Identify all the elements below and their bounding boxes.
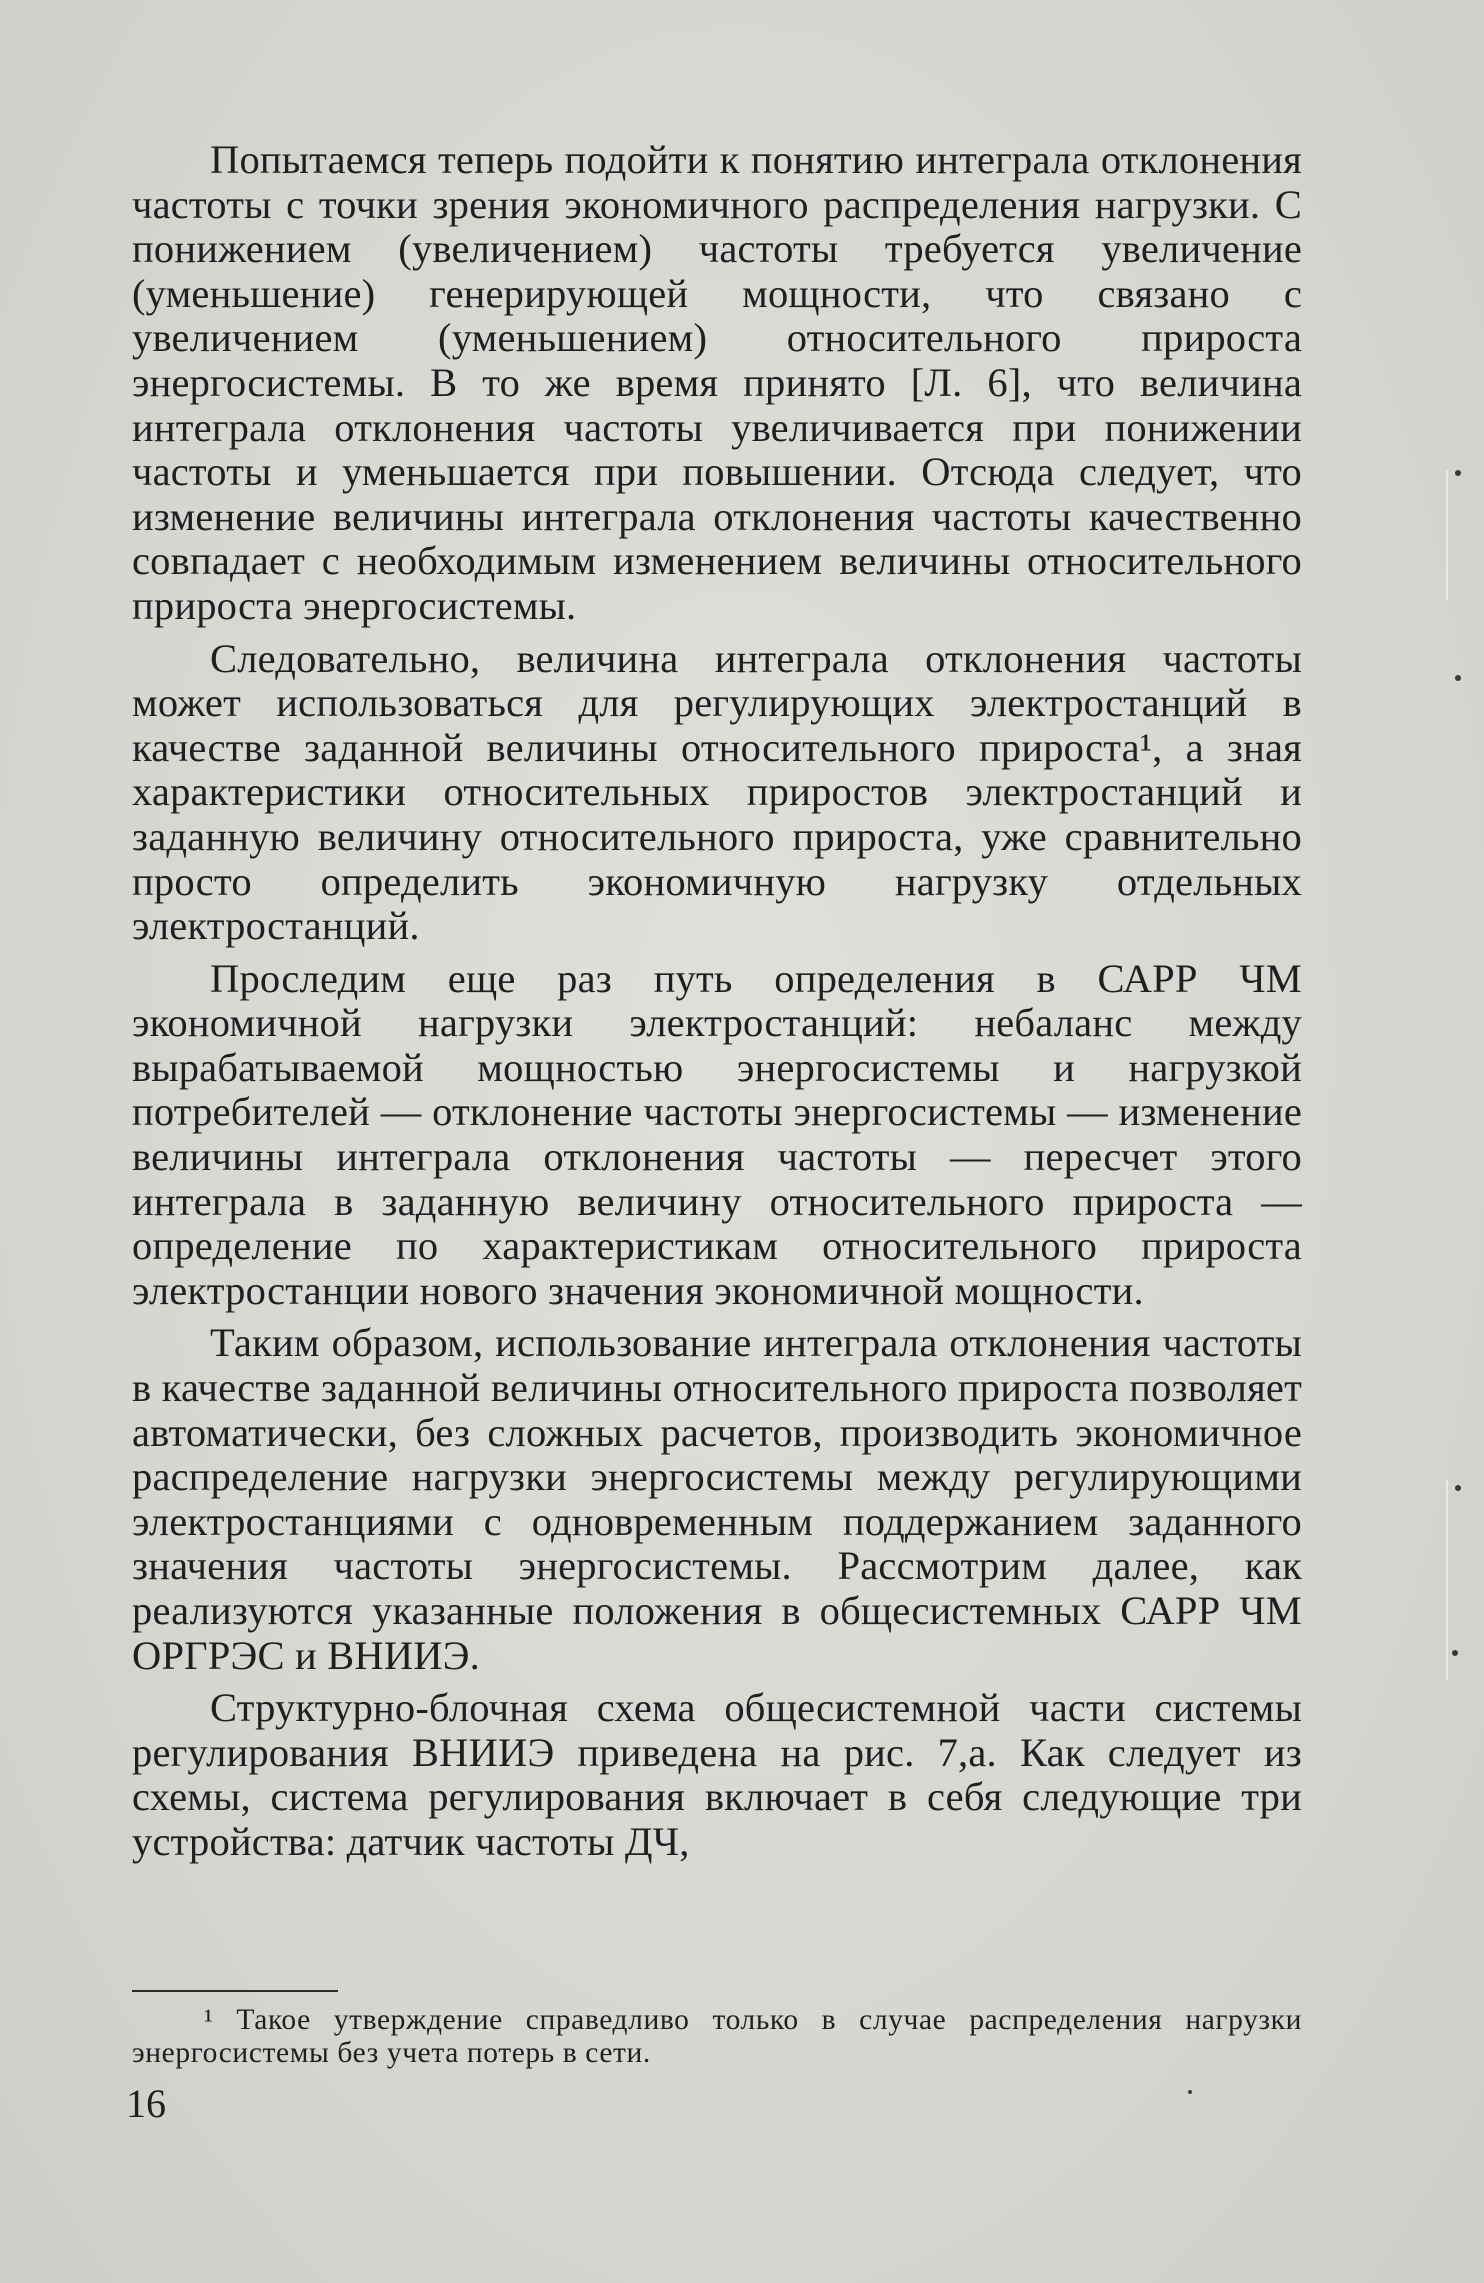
page-speck — [1188, 2090, 1192, 2094]
footnote: ¹ Такое утверждение справедливо только в случае распределения нагрузки энергосистемы без учета потерь в сети. — [132, 2004, 1302, 2069]
footnote-divider — [132, 1990, 338, 1992]
margin-scratch — [1446, 470, 1448, 600]
main-text — [132, 138, 1302, 1871]
paragraph-1: Попытаемся теперь подойти к понятию интеграла отклонения частоты с точки зрения экономичного распределения нагрузки. С понижением (увеличением) частоты требуется увеличение (уменьшение) генерирующей мощности, что связано с увеличением (уменьшением) относительного прироста энергосистемы. В то же время принято [Л. 6], что величина интеграла отклонения частоты увеличивается при понижении частоты и уменьшается при повышении. Отсюда следует, что изменение величины интеграла отклонения частоты качественно совпадает с необходимым изменением величины относительного прироста энергосистемы. — [132, 137, 1302, 628]
paragraph-4: Таким образом, использование интеграла отклонения частоты в качестве заданной величины относительного прироста позволяет автоматически, без сложных расчетов, производить экономичное распределение нагрузки энергосистемы между регулирующими электростанциями с одновременным поддержанием заданного значения частоты энергосистемы. Рассмотрим далее, как реализуются указанные положения в общесистемных САРР ЧМ ОРГРЭС и ВНИИЭ. — [132, 1320, 1302, 1678]
margin-speck — [1452, 1650, 1458, 1656]
margin-speck — [1455, 1485, 1461, 1491]
margin-scratch — [1446, 1480, 1448, 1680]
paragraph-5: Структурно-блочная схема общесистемной части системы регулирования ВНИИЭ приведена на рис. 7,а. Как следует из схемы, система регулирования включает в себя следующие три устройства: датчик частоты ДЧ, — [132, 1685, 1302, 1864]
paragraph-3: Проследим еще раз путь определения в САРР ЧМ экономичной нагрузки электростанций: небаланс между вырабатываемой мощностью энергосистемы и нагрузкой потребителей — отклонение частоты энергосистемы — изменение величины интеграла отклонения частоты — пересчет этого интеграла в заданную величину относительного прироста — определение по характеристикам относительного прироста электростанции нового значения экономичной мощности. — [132, 955, 1302, 1313]
margin-speck — [1455, 675, 1461, 681]
margin-speck — [1455, 470, 1461, 476]
page-number: 16 — [126, 2081, 166, 2126]
paragraph-2: Следовательно, величина интеграла отклонения частоты может использоваться для регулирующих электростанций в качестве заданной величины относительного прироста¹, а зная характеристики относительных приростов электростанций и заданную величину относительного прироста, уже сравнительно просто определить экономичную нагрузку отдельных электростанций. — [132, 635, 1302, 949]
